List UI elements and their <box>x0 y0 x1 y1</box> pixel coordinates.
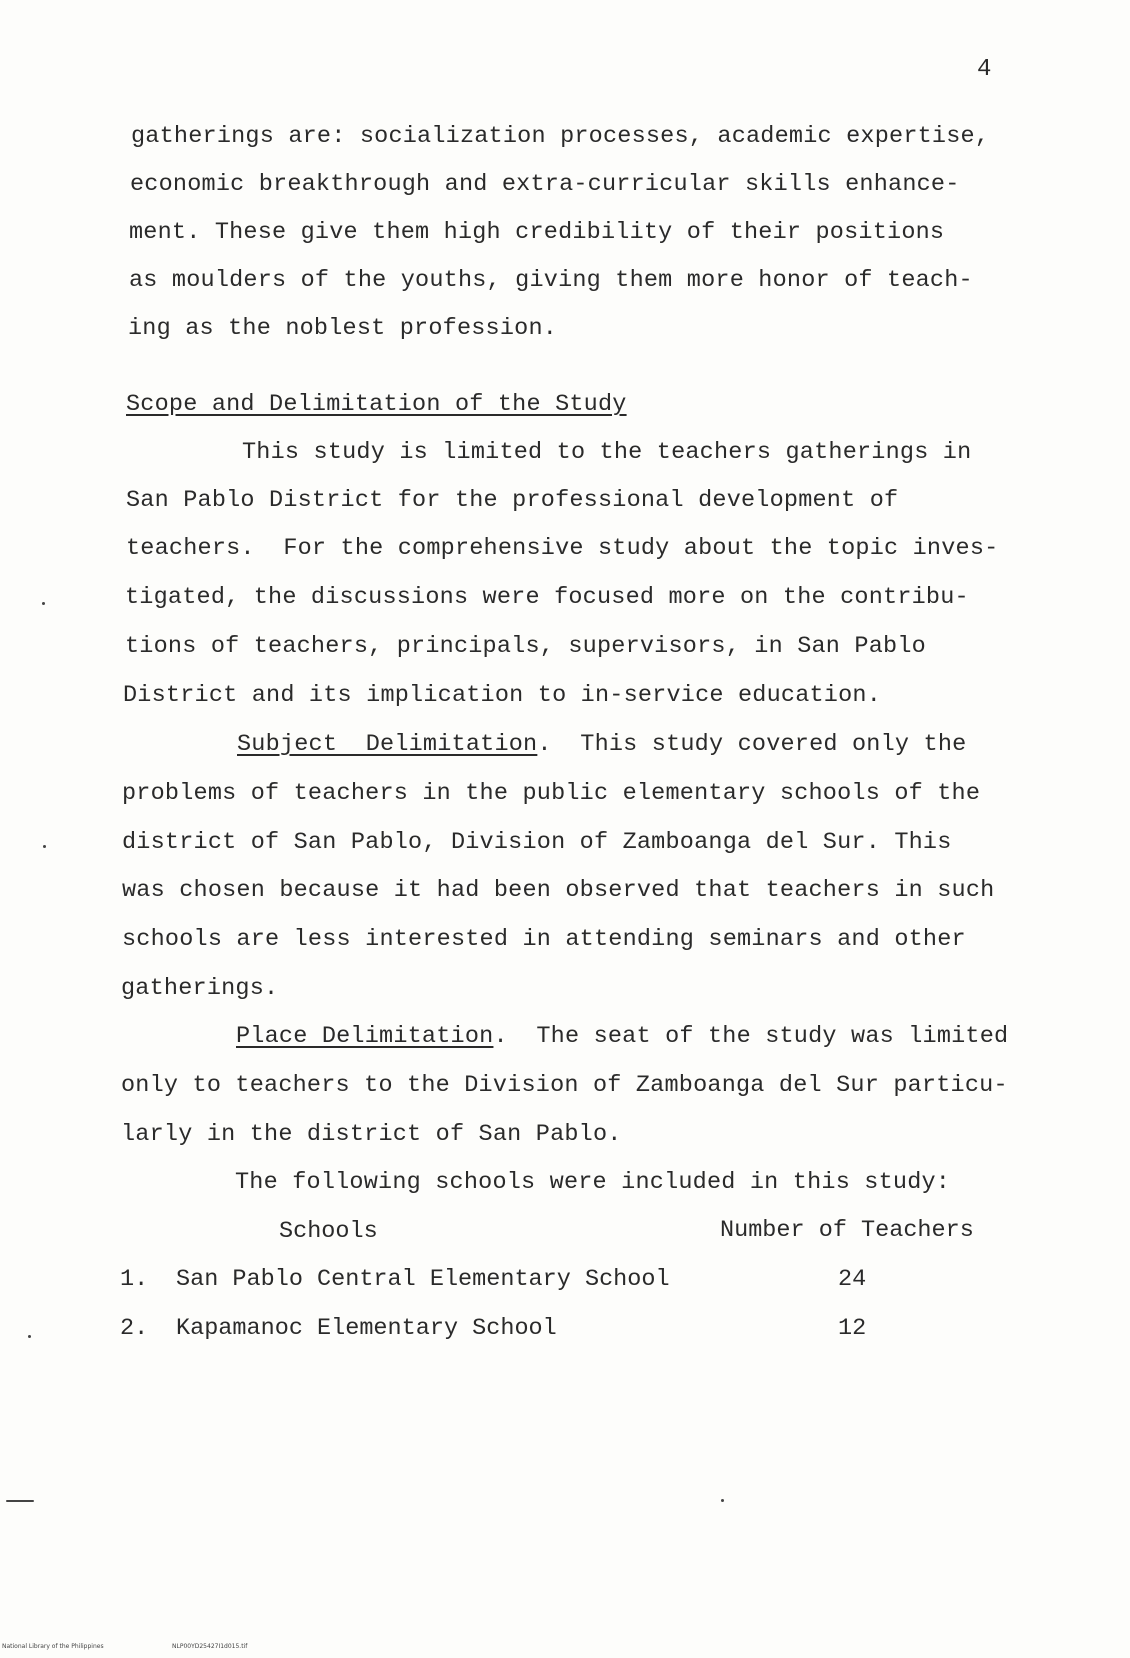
intro-line-3: ment. These give them high credibility of their positions <box>129 219 945 246</box>
table-header-schools: Schools <box>279 1218 378 1245</box>
scan-speck <box>721 1499 724 1502</box>
intro-line-4: as moulders of the youths, giving them more honor of teach- <box>129 267 973 294</box>
intro-line-1: gatherings are: socialization processes, academic expertise, <box>131 123 990 150</box>
subject-line-6: gatherings. <box>121 975 279 1002</box>
intro-line-5: ing as the noblest profession. <box>128 315 558 342</box>
page-number: 4 <box>977 56 992 83</box>
place-line-2: only to teachers to the Division of Zamboanga del Sur particu- <box>121 1072 1008 1099</box>
scan-speck <box>28 1335 31 1338</box>
footer-library: National Library of the Philippines <box>2 1643 104 1650</box>
subject-line-2: problems of teachers in the public elementary schools of the <box>122 780 981 807</box>
para1-line-6: District and its implication to in-service education. <box>123 682 882 709</box>
subject-line-3: district of San Pablo, Division of Zamboanga del Sur. This <box>122 829 952 856</box>
para1-line-5: tions of teachers, principals, supervisors, in San Pablo <box>125 633 926 660</box>
intro-line-2: economic breakthrough and extra-curricular skills enhance- <box>130 171 960 198</box>
scan-speck <box>43 845 46 848</box>
scan-mark <box>6 1500 34 1502</box>
table-row-1-school: San Pablo Central Elementary School <box>176 1266 670 1293</box>
place-first-line <box>236 1022 1008 1052</box>
footer-file: NLP00YD25427I1d015.tif <box>172 1643 248 1650</box>
section-heading: Scope and Delimitation of the Study <box>126 391 627 418</box>
table-header-teachers: Number of Teachers <box>720 1217 974 1244</box>
place-delimitation-label: Place Delimitation <box>236 1023 494 1050</box>
table-row-2-num: 2. <box>120 1315 149 1342</box>
para1-line-3: teachers. For the comprehensive study about the topic inves- <box>126 535 999 562</box>
following-schools-line: The following schools were included in this study: <box>235 1169 951 1196</box>
para1-line-2: San Pablo District for the professional development of <box>126 487 899 514</box>
scan-speck <box>42 602 45 605</box>
table-row-1-teachers: 24 <box>838 1266 867 1293</box>
subject-first-line <box>237 730 966 760</box>
table-row-1-num: 1. <box>120 1266 149 1293</box>
place-first-line-rest: . The seat of the study was limited <box>493 1023 1009 1050</box>
place-line-3: larly in the district of San Pablo. <box>121 1121 622 1148</box>
subject-delimitation-label: Subject Delimitation <box>237 731 538 758</box>
subject-first-line-rest: . This study covered only the <box>537 731 967 758</box>
table-row-2-teachers: 12 <box>838 1315 867 1342</box>
para1-line-4: tigated, the discussions were focused more on the contribu- <box>125 584 969 611</box>
subject-line-4: was chosen because it had been observed that teachers in such <box>122 877 995 904</box>
subject-line-5: schools are less interested in attending seminars and other <box>122 926 966 953</box>
para1-line-1: This study is limited to the teachers gatherings in <box>242 439 972 466</box>
table-row-2-school: Kapamanoc Elementary School <box>176 1315 557 1342</box>
